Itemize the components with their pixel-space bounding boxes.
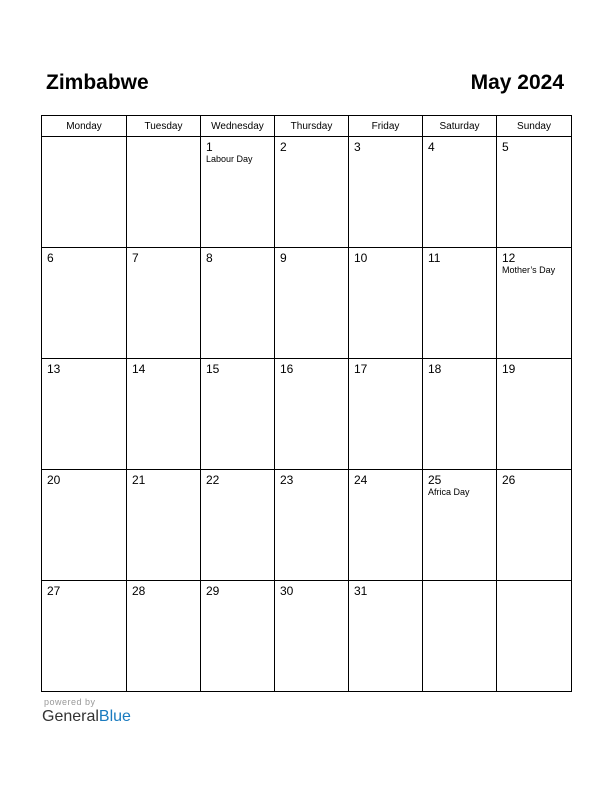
day-cell bbox=[423, 359, 497, 470]
weekday-wednesday: Wednesday bbox=[201, 116, 275, 137]
day-cell bbox=[127, 359, 201, 470]
day-cell bbox=[42, 137, 127, 248]
day-number: 25 bbox=[428, 473, 442, 487]
day-cell bbox=[42, 470, 127, 581]
day-cell bbox=[42, 581, 127, 692]
day-number: 18 bbox=[428, 362, 442, 376]
day-cell bbox=[127, 248, 201, 359]
day-number: 9 bbox=[280, 251, 287, 265]
weekday-monday: Monday bbox=[42, 116, 127, 137]
country-title: Zimbabwe bbox=[46, 71, 149, 94]
day-cell bbox=[127, 581, 201, 692]
week-row bbox=[42, 581, 572, 692]
day-number: 2 bbox=[280, 140, 287, 154]
holiday-label: Labour Day bbox=[206, 154, 253, 164]
day-number: 17 bbox=[354, 362, 368, 376]
holiday-label: Mother’s Day bbox=[502, 265, 556, 275]
day-cell bbox=[201, 359, 275, 470]
day-cell bbox=[497, 581, 572, 692]
day-number: 12 bbox=[502, 251, 516, 265]
day-number: 7 bbox=[132, 251, 139, 265]
day-number: 31 bbox=[354, 584, 368, 598]
day-number: 20 bbox=[47, 473, 61, 487]
day-cell bbox=[42, 359, 127, 470]
day-number: 8 bbox=[206, 251, 213, 265]
week-row bbox=[42, 470, 572, 581]
day-cell bbox=[275, 359, 349, 470]
week-row bbox=[42, 359, 572, 470]
day-cell bbox=[349, 359, 423, 470]
day-number: 26 bbox=[502, 473, 516, 487]
day-cell bbox=[275, 137, 349, 248]
day-cell bbox=[423, 137, 497, 248]
calendar-grid bbox=[41, 115, 572, 692]
brand-blue-text: Blue bbox=[98, 708, 131, 725]
day-number: 3 bbox=[354, 140, 361, 154]
day-number: 10 bbox=[354, 251, 368, 265]
day-cell bbox=[349, 581, 423, 692]
day-number: 23 bbox=[280, 473, 294, 487]
day-cell bbox=[349, 137, 423, 248]
day-cell bbox=[201, 137, 275, 248]
holiday-label: Africa Day bbox=[428, 487, 470, 497]
day-number: 24 bbox=[354, 473, 368, 487]
generalblue-logo bbox=[42, 708, 131, 726]
weekday-header-row bbox=[42, 116, 572, 137]
day-cell bbox=[497, 248, 572, 359]
day-number: 27 bbox=[47, 584, 61, 598]
day-number: 14 bbox=[132, 362, 146, 376]
day-number: 16 bbox=[280, 362, 294, 376]
month-year-title: May 2024 bbox=[470, 71, 564, 94]
weekday-sunday: Sunday bbox=[497, 116, 572, 137]
day-cell bbox=[201, 470, 275, 581]
day-cell bbox=[42, 248, 127, 359]
weekday-saturday: Saturday bbox=[423, 116, 497, 137]
day-number: 11 bbox=[428, 251, 441, 265]
day-cell bbox=[349, 248, 423, 359]
day-cell bbox=[497, 137, 572, 248]
weekday-thursday: Thursday bbox=[275, 116, 349, 137]
day-number: 6 bbox=[47, 251, 54, 265]
day-cell bbox=[201, 581, 275, 692]
day-number: 1 bbox=[206, 140, 213, 154]
day-number: 29 bbox=[206, 584, 220, 598]
day-cell bbox=[127, 470, 201, 581]
day-cell bbox=[201, 248, 275, 359]
week-row bbox=[42, 137, 572, 248]
weekday-tuesday: Tuesday bbox=[127, 116, 201, 137]
day-number: 21 bbox=[132, 473, 146, 487]
day-cell bbox=[275, 248, 349, 359]
week-row bbox=[42, 248, 572, 359]
day-number: 28 bbox=[132, 584, 146, 598]
day-cell bbox=[349, 470, 423, 581]
day-cell bbox=[423, 470, 497, 581]
day-cell bbox=[423, 581, 497, 692]
day-cell bbox=[423, 248, 497, 359]
weekday-friday: Friday bbox=[349, 116, 423, 137]
day-cell bbox=[275, 581, 349, 692]
powered-by-label: powered by bbox=[44, 697, 96, 707]
day-number: 30 bbox=[280, 584, 294, 598]
day-number: 19 bbox=[502, 362, 516, 376]
day-number: 15 bbox=[206, 362, 220, 376]
day-number: 4 bbox=[428, 140, 435, 154]
day-cell bbox=[497, 470, 572, 581]
day-number: 22 bbox=[206, 473, 220, 487]
day-number: 5 bbox=[502, 140, 509, 154]
day-cell bbox=[497, 359, 572, 470]
brand-general-text: General bbox=[42, 708, 99, 725]
day-cell bbox=[127, 137, 201, 248]
day-number: 13 bbox=[47, 362, 61, 376]
day-cell bbox=[275, 470, 349, 581]
